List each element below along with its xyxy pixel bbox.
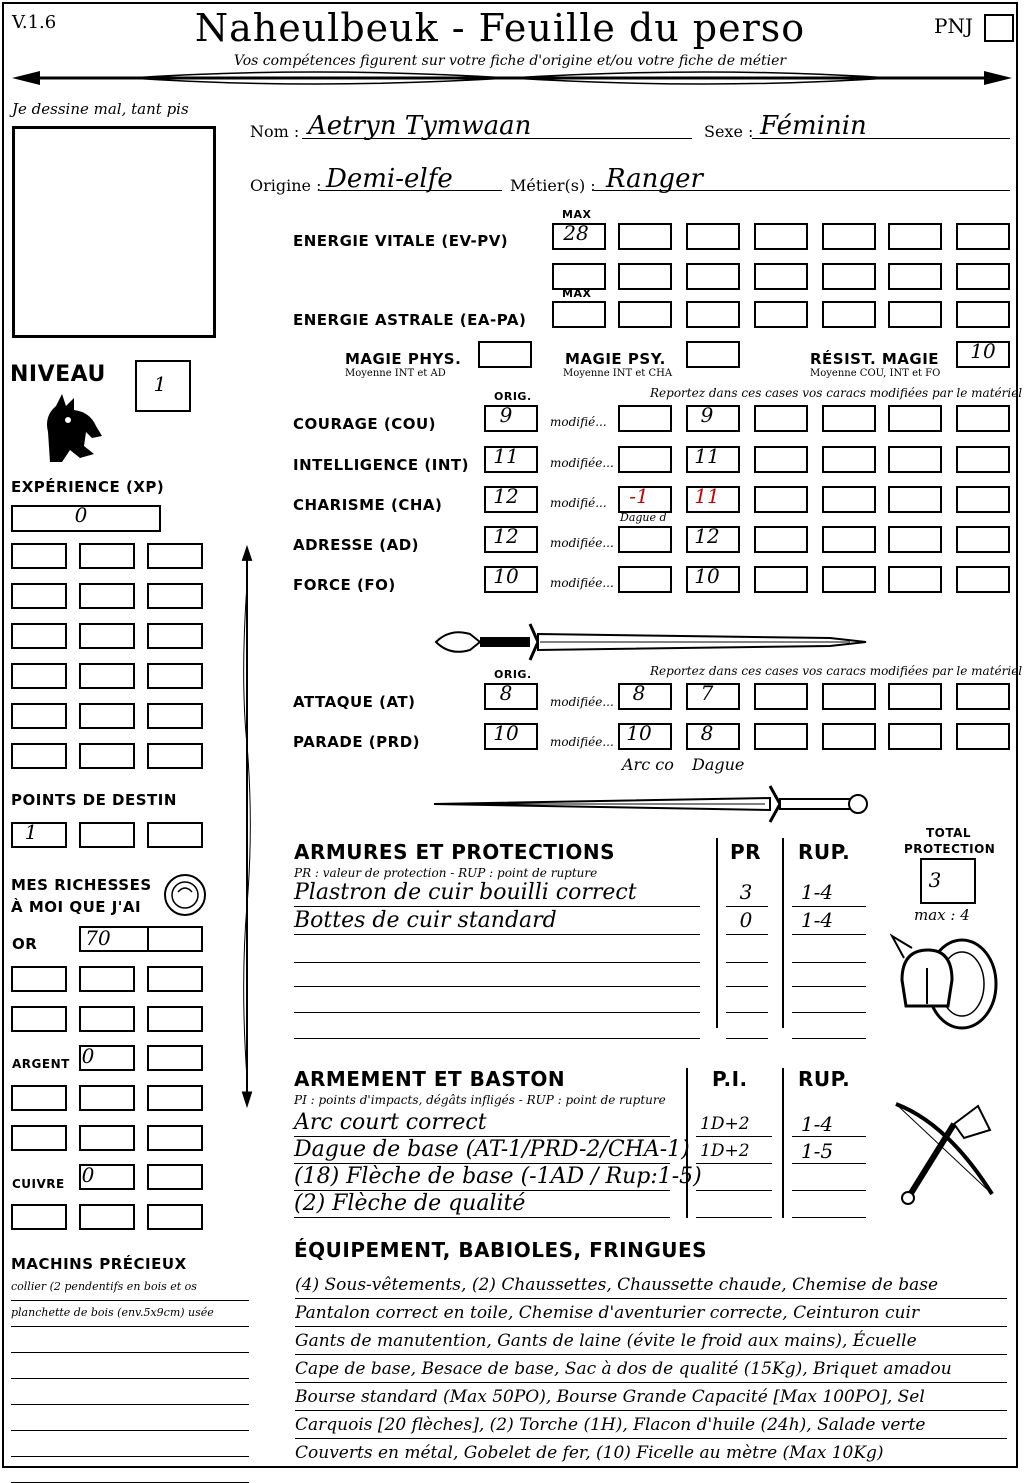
xp-box-3-2[interactable] (147, 663, 203, 689)
version-label: V.1.6 (12, 12, 57, 33)
xp-box-1-1[interactable] (79, 583, 135, 609)
wealth-box[interactable] (79, 1125, 135, 1151)
dragon-icon (40, 392, 104, 464)
armor-rup-line[interactable] (792, 962, 866, 963)
precieux-empty-line[interactable] (11, 1352, 249, 1353)
stat-label: FORCE (FO) (293, 576, 396, 594)
ev-box-1-6[interactable] (956, 263, 1010, 290)
pnj-checkbox[interactable] (984, 14, 1014, 42)
at-mod2-value: 7 (700, 681, 714, 705)
xp-box-4-0[interactable] (11, 703, 67, 729)
weapon-pi-line[interactable] (696, 1217, 772, 1218)
cuivre-value: 0 (81, 1163, 95, 1187)
richesses-label-2: À MOI QUE J'AI (11, 898, 142, 916)
destin-box-2[interactable] (147, 822, 203, 848)
xp-box-0-1[interactable] (79, 543, 135, 569)
stat-mod-box[interactable] (754, 446, 808, 473)
ea-box-6[interactable] (956, 301, 1010, 328)
ev-box-0-5[interactable] (888, 223, 942, 250)
armor-name: Plastron de cuir bouilli correct (294, 880, 637, 905)
armor-line[interactable] (294, 906, 700, 907)
stat-mod-box[interactable] (822, 486, 876, 513)
ea-box-5[interactable] (888, 301, 942, 328)
weapon-pi-line[interactable] (696, 1136, 772, 1137)
weapon-rup-line[interactable] (792, 1217, 866, 1218)
wealth-box[interactable] (147, 1085, 203, 1111)
at-label: ATTAQUE (AT) (293, 693, 416, 711)
precieux-label: MACHINS PRÉCIEUX (11, 1255, 187, 1273)
weapon-col-divider-2 (782, 1068, 784, 1218)
armor-rup-line[interactable] (792, 906, 866, 907)
magie-phys-label: MAGIE PHYS. (345, 350, 462, 368)
prd-label: PARADE (PRD) (293, 733, 421, 751)
origine-label: Origine : (250, 176, 322, 195)
wealth-box[interactable] (79, 1006, 135, 1032)
weapon-name: Dague de base (AT-1/PRD-2/CHA-1) (294, 1137, 690, 1162)
weapon-pi-line[interactable] (696, 1163, 772, 1164)
protection-label: PROTECTION (904, 842, 996, 856)
armor-name: Bottes de cuir standard (294, 908, 557, 933)
equipement-title: ÉQUIPEMENT, BABIOLES, FRINGUES (294, 1238, 708, 1262)
stat-mod-box[interactable] (754, 405, 808, 432)
xp-box-4-2[interactable] (147, 703, 203, 729)
argent-label: ARGENT (12, 1057, 70, 1071)
wealth-box[interactable] (11, 966, 67, 992)
at-orig-value: 8 (499, 681, 513, 705)
wealth-box[interactable] (11, 1006, 67, 1032)
coin-icon (162, 872, 210, 918)
ea-max-label: MAX (562, 287, 592, 300)
armor-line[interactable] (294, 1012, 700, 1013)
ev-max-label: MAX (562, 208, 592, 221)
weapon-rup-line[interactable] (792, 1163, 866, 1164)
magie-psy-box[interactable] (686, 341, 740, 368)
stat-label: CHARISME (CHA) (293, 496, 443, 514)
max-note: max : 4 (914, 906, 970, 924)
weapon-rup-header: RUP. (798, 1067, 851, 1091)
precieux-line[interactable]: collier (2 pendentifs en bois et os (11, 1280, 249, 1301)
niveau-value: 1 (153, 372, 167, 396)
armor-rup-line[interactable] (792, 986, 866, 987)
armor-rup-line[interactable] (792, 1038, 866, 1039)
stat-mod-box[interactable] (888, 405, 942, 432)
xp-box-4-1[interactable] (79, 703, 135, 729)
wealth-box[interactable] (79, 1085, 135, 1111)
stat-mod2-value: 9 (700, 403, 714, 427)
bow-axe-icon (888, 1094, 1008, 1210)
stat-mod-label: modifiée... (550, 576, 614, 590)
xp-box-0-2[interactable] (147, 543, 203, 569)
pnj-label: PNJ (934, 14, 973, 38)
wealth-box[interactable] (147, 966, 203, 992)
page-subtitle: Vos compétences figurent sur votre fiche d'origine et/ou votre fiche de métier (233, 53, 787, 69)
pr-header: PR (730, 840, 762, 864)
wealth-box[interactable] (147, 1204, 203, 1230)
stat-mod1-value: -1 (629, 484, 649, 508)
equipement-line[interactable]: Gants de manutention, Gants de laine (évite le froid aux mains), Écuelle (295, 1328, 1007, 1355)
wealth-box[interactable] (79, 966, 135, 992)
armor-line[interactable] (294, 986, 700, 987)
richesses-label: MES RICHESSES (11, 876, 152, 894)
armor-pr-line[interactable] (726, 906, 768, 907)
ev-box-1-0[interactable] (552, 263, 606, 290)
ev-label: ENERGIE VITALE (EV-PV) (293, 232, 509, 250)
armor-pr-line[interactable] (726, 986, 768, 987)
ea-label: ENERGIE ASTRALE (EA-PA) (293, 311, 527, 329)
weapon-name: (18) Flèche de base (-1AD / Rup:1-5) (294, 1164, 702, 1189)
xp-box-5-1[interactable] (79, 743, 135, 769)
cuivre-box[interactable] (79, 1164, 135, 1190)
wealth-box[interactable] (147, 1006, 203, 1032)
or-value: 70 (85, 926, 111, 950)
weapon-rup: 1-5 (800, 1139, 834, 1163)
stat-mod-box[interactable] (888, 486, 942, 513)
armor-col-divider-2 (782, 838, 784, 1028)
xp-box-2-0[interactable] (11, 623, 67, 649)
or-label: OR (12, 935, 38, 953)
helmet-shield-icon (890, 928, 1000, 1034)
cuivre-label: CUIVRE (12, 1177, 65, 1191)
weapon-rup: 1-4 (800, 1112, 834, 1136)
nom-label: Nom : (250, 122, 300, 141)
staff-decoration-icon (239, 404, 255, 1249)
armor-rup-header: RUP. (798, 840, 851, 864)
destin-box-1[interactable] (79, 822, 135, 848)
precieux-line[interactable]: planchette de bois (env.5x9cm) usée (11, 1306, 249, 1327)
stat-orig-value: 12 (493, 484, 519, 508)
stat-mod-box[interactable] (888, 446, 942, 473)
stat-mod-box[interactable] (754, 486, 808, 513)
cuivre-box[interactable] (147, 1164, 203, 1190)
total-label: TOTAL (926, 826, 972, 840)
prd-orig-value: 10 (493, 721, 519, 745)
magie-phys-note: Moyenne INT et AD (345, 368, 446, 379)
combat-report-note: Reportez dans ces cases vos caracs modifiées par le matériel (650, 664, 1023, 678)
stat-orig-value: 9 (499, 403, 513, 427)
destin-label: POINTS DE DESTIN (11, 791, 177, 809)
ev-box-0-4[interactable] (822, 223, 876, 250)
resist-magie-note: Moyenne COU, INT et FO (810, 368, 941, 379)
armures-title: ARMURES ET PROTECTIONS (294, 840, 615, 864)
ea-box-3[interactable] (754, 301, 808, 328)
xp-label: EXPÉRIENCE (XP) (11, 478, 165, 496)
stat-mod-note: Dague d (620, 511, 667, 524)
metier-label: Métier(s) : (510, 176, 596, 195)
sexe-label: Sexe : (704, 122, 754, 141)
xp-box-3-1[interactable] (79, 663, 135, 689)
ev-box-0-1[interactable] (618, 223, 672, 250)
at-mod-box[interactable] (956, 683, 1010, 710)
prd-mod-box[interactable] (956, 723, 1010, 750)
stat-mod-box[interactable] (888, 526, 942, 553)
precieux-empty-line[interactable] (11, 1456, 249, 1457)
equipement-line[interactable]: Cape de base, Besace de base, Sac à dos de qualité (15Kg), Briquet amadou (295, 1356, 1007, 1383)
armor-col-divider (716, 838, 718, 1028)
weapon-rup-line[interactable] (792, 1136, 866, 1137)
stat-orig-value: 12 (493, 524, 519, 548)
at-mod-box[interactable] (754, 683, 808, 710)
weapon-pi: 1D+2 (700, 1114, 750, 1134)
armor-rup: 1-4 (800, 880, 834, 904)
xp-box-1-2[interactable] (147, 583, 203, 609)
at-mod-label: modifiée... (550, 695, 614, 709)
prd-mod-box[interactable] (888, 723, 942, 750)
stat-mod2-value: 10 (694, 564, 720, 588)
niveau-label: NIVEAU (10, 362, 106, 387)
xp-box-2-1[interactable] (79, 623, 135, 649)
weapon-pi: 1D+2 (700, 1141, 750, 1161)
stat-label: COURAGE (COU) (293, 415, 437, 433)
armures-note: PR : valeur de protection - RUP : point de rupture (294, 866, 598, 880)
sexe-field[interactable]: Féminin (760, 111, 867, 141)
arc-court-note: Arc co (622, 755, 674, 774)
pi-header: P.I. (712, 1067, 748, 1091)
page-title: Naheulbeuk - Feuille du perso (194, 6, 806, 50)
stat-orig-value: 11 (493, 444, 519, 468)
stat-mod-box[interactable] (822, 566, 876, 593)
prd-mod-box[interactable] (754, 723, 808, 750)
armement-note: PI : points d'impacts, dégâts infligés - RUP : point de rupture (294, 1093, 666, 1107)
stat-mod2-value: 11 (694, 444, 720, 468)
stat-orig-value: 10 (493, 564, 519, 588)
argent-box[interactable] (79, 1045, 135, 1071)
armor-line[interactable] (294, 962, 700, 963)
prd-mod1-value: 10 (626, 721, 652, 745)
weapon-rup-line[interactable] (792, 1190, 866, 1191)
prd-mod2-value: 8 (700, 721, 714, 745)
portrait-caption: Je dessine mal, tant pis (12, 100, 189, 118)
armor-pr-line[interactable] (726, 934, 768, 935)
equipement-line[interactable]: Carquois [20 flèches], (2) Torche (1H), Flacon d'huile (24h), Salade verte (295, 1412, 1007, 1439)
xp-box-0-0[interactable] (11, 543, 67, 569)
armor-rup-line[interactable] (792, 1012, 866, 1013)
weapon-name: Arc court correct (294, 1110, 487, 1135)
destin-value: 1 (24, 820, 38, 844)
armor-pr-line[interactable] (726, 1038, 768, 1039)
xp-box-3-0[interactable] (11, 663, 67, 689)
stat-mod-box[interactable] (888, 566, 942, 593)
magie-psy-label: MAGIE PSY. (565, 350, 666, 368)
ev-max-value: 28 (563, 221, 589, 245)
ev-box-1-4[interactable] (822, 263, 876, 290)
magie-phys-box[interactable] (478, 341, 532, 368)
or-box-2[interactable] (147, 926, 203, 952)
origine-field[interactable]: Demi-elfe (326, 164, 453, 194)
stat-mod-box[interactable] (822, 526, 876, 553)
precieux-empty-line[interactable] (11, 1378, 249, 1379)
destin-box-0[interactable] (11, 822, 67, 848)
at-mod-box[interactable] (822, 683, 876, 710)
stat-mod-box[interactable] (822, 446, 876, 473)
ev-box-0-6[interactable] (956, 223, 1010, 250)
armor-line[interactable] (294, 934, 700, 935)
stat-mod-box[interactable] (956, 526, 1010, 553)
weapon-pi-line[interactable] (696, 1190, 772, 1191)
ev-box-0-3[interactable] (754, 223, 808, 250)
precieux-empty-line[interactable] (11, 1404, 249, 1405)
orig-label: ORIG. (494, 390, 532, 403)
stat-mod-box[interactable] (618, 446, 672, 473)
stat-mod-box[interactable] (956, 405, 1010, 432)
dague-note: Dague (692, 755, 745, 774)
stat-mod-label: modifiée... (550, 536, 614, 550)
metier-field[interactable]: Ranger (606, 164, 703, 194)
stat-mod-box[interactable] (618, 566, 672, 593)
equipement-line[interactable]: Bourse standard (Max 50PO), Bourse Grande Capacité [Max 100PO], Sel (295, 1384, 1007, 1411)
stat-mod-label: modifiée... (550, 456, 614, 470)
wealth-box[interactable] (11, 1204, 67, 1230)
precieux-empty-line[interactable] (11, 1430, 249, 1431)
sword-icon (430, 620, 870, 666)
ea-box-0[interactable] (552, 301, 606, 328)
stat-label: INTELLIGENCE (INT) (293, 456, 469, 474)
weapon-name: (2) Flèche de qualité (294, 1191, 526, 1216)
combat-orig-label: ORIG. (494, 668, 532, 681)
xp-box-5-2[interactable] (147, 743, 203, 769)
equipement-line[interactable]: Pantalon correct en toile, Chemise d'aventurier correcte, Ceinturon cuir (295, 1300, 1007, 1327)
ev-box-1-3[interactable] (754, 263, 808, 290)
armement-title: ARMEMENT ET BASTON (294, 1067, 566, 1091)
armor-pr-line[interactable] (726, 1012, 768, 1013)
argent-box[interactable] (147, 1045, 203, 1071)
argent-value: 0 (81, 1044, 95, 1068)
stat-mod-box[interactable] (754, 566, 808, 593)
equipement-line[interactable]: (4) Sous-vêtements, (2) Chaussettes, Chaussette chaude, Chemise de base (295, 1272, 1007, 1299)
armor-line[interactable] (294, 1038, 700, 1039)
at-mod1-value: 8 (632, 681, 646, 705)
ev-box-0-2[interactable] (686, 223, 740, 250)
stat-label: ADRESSE (AD) (293, 536, 420, 554)
spear-divider-icon (10, 62, 1014, 92)
stat-mod-box[interactable] (956, 566, 1010, 593)
ev-box-1-5[interactable] (888, 263, 942, 290)
resist-magie-label: RÉSIST. MAGIE (810, 350, 940, 368)
stat-mod-label: modifié... (550, 415, 607, 429)
wealth-box[interactable] (79, 1204, 135, 1230)
stat-mod-box[interactable] (754, 526, 808, 553)
ea-box-4[interactable] (822, 301, 876, 328)
stat-mod2-value: 11 (694, 484, 720, 508)
stat-mod-box[interactable] (822, 405, 876, 432)
armor-rup: 1-4 (800, 908, 834, 932)
armor-pr: 3 (739, 880, 753, 904)
xp-box-1-0[interactable] (11, 583, 67, 609)
prd-mod-box[interactable] (822, 723, 876, 750)
portrait-box[interactable] (12, 126, 216, 338)
stat-mod-box[interactable] (618, 405, 672, 432)
weapon-line[interactable] (294, 1217, 670, 1218)
stat-mod-label: modifié... (550, 496, 607, 510)
stat-mod-box[interactable] (618, 526, 672, 553)
wealth-box[interactable] (11, 1085, 67, 1111)
ev-box-1-2[interactable] (686, 263, 740, 290)
xp-box-5-0[interactable] (11, 743, 67, 769)
stat-mod-box[interactable] (956, 446, 1010, 473)
stat-mod-box[interactable] (956, 486, 1010, 513)
xp-value: 0 (74, 503, 88, 527)
prd-mod-label: modifiée... (550, 735, 614, 749)
resist-magie-value: 10 (970, 339, 996, 363)
armor-pr: 0 (739, 908, 753, 932)
ea-box-1[interactable] (618, 301, 672, 328)
ea-box-2[interactable] (686, 301, 740, 328)
ev-box-1-1[interactable] (618, 263, 672, 290)
magie-psy-note: Moyenne INT et CHA (563, 368, 673, 379)
armor-rup-line[interactable] (792, 934, 866, 935)
total-protection-value: 3 (928, 868, 942, 892)
wealth-box[interactable] (147, 1125, 203, 1151)
nom-field[interactable]: Aetryn Tymwaan (308, 111, 532, 141)
wealth-box[interactable] (11, 1125, 67, 1151)
stats-report-note: Reportez dans ces cases vos caracs modifiées par le matériel (650, 386, 1023, 400)
long-sword-icon (430, 784, 872, 824)
at-mod-box[interactable] (888, 683, 942, 710)
armor-pr-line[interactable] (726, 962, 768, 963)
equipement-line[interactable]: Couverts en métal, Gobelet de fer, (10) Ficelle au mètre (Max 10Kg) (295, 1440, 1007, 1467)
xp-box-2-2[interactable] (147, 623, 203, 649)
stat-mod2-value: 12 (694, 524, 720, 548)
